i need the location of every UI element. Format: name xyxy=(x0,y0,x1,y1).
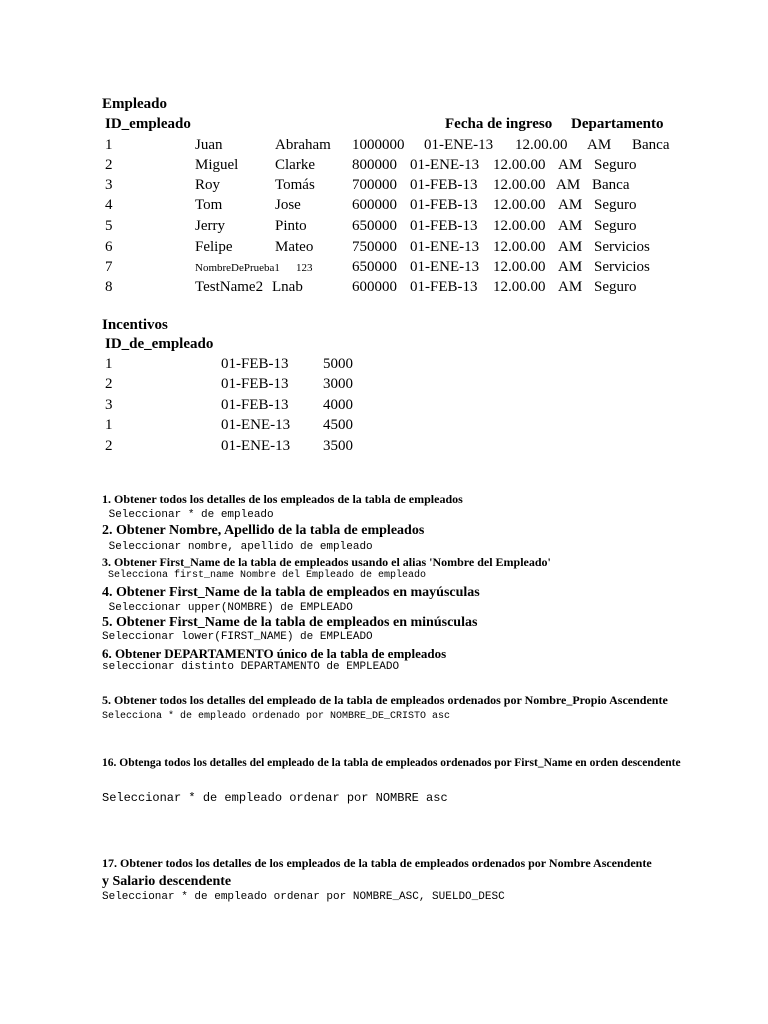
incentivo-cell: 5000 xyxy=(323,356,353,372)
empleado-cell: 01-ENE-13 xyxy=(424,137,494,153)
empleado-cell: AM xyxy=(558,197,583,213)
answer-1: Seleccionar * de empleado xyxy=(102,509,274,521)
empleado-cell: AM xyxy=(558,218,583,234)
empleado-cell: 01-FEB-13 xyxy=(410,218,478,234)
incentivo-cell: 01-FEB-13 xyxy=(221,356,289,372)
empleado-cell: 12.00.00 xyxy=(493,218,546,234)
empleado-cell: Banca xyxy=(632,137,670,153)
empleado-cell: Pinto xyxy=(275,218,307,234)
empleado-cell: 123 xyxy=(296,262,313,274)
empleado-cell: Tom xyxy=(195,197,223,213)
empleado-cell: Tomás xyxy=(275,177,315,193)
answer-4: Seleccionar upper(NOMBRE) de EMPLEADO xyxy=(102,602,353,614)
empleado-cell: 750000 xyxy=(352,239,397,255)
empleado-cell: 6 xyxy=(105,239,113,255)
empleado-cell: 5 xyxy=(105,218,113,234)
empleado-cell: 01-FEB-13 xyxy=(410,177,478,193)
answer-2: Seleccionar nombre, apellido de empleado xyxy=(102,541,373,553)
empleado-cell: 800000 xyxy=(352,157,397,173)
empleado-cell: Servicios xyxy=(594,259,650,275)
empleado-cell: 01-FEB-13 xyxy=(410,279,478,295)
question-6: 6. Obtener DEPARTAMENTO único de la tabla de empleados xyxy=(102,646,447,661)
empleado-cell: 7 xyxy=(105,259,113,275)
header-id-empleado: ID_empleado xyxy=(105,116,191,132)
header-id-de-empleado: ID_de_empleado xyxy=(105,336,214,352)
incentivo-cell: 01-ENE-13 xyxy=(221,417,291,433)
question-17-continued: y Salario descendente xyxy=(102,874,232,889)
empleado-cell: AM xyxy=(558,157,583,173)
empleado-cell: Seguro xyxy=(594,279,637,295)
empleado-cell: 01-ENE-13 xyxy=(410,157,480,173)
empleado-cell: 3 xyxy=(105,177,113,193)
empleado-cell: AM xyxy=(558,279,583,295)
empleado-cell: Banca xyxy=(592,177,630,193)
answer-7: Selecciona * de empleado ordenado por NOMBRE_DE_CRISTO asc xyxy=(102,711,451,722)
empleado-cell: 8 xyxy=(105,279,113,295)
empleado-cell: 600000 xyxy=(352,279,397,295)
empleado-cell: 12.00.00 xyxy=(515,137,568,153)
empleado-cell: 1000000 xyxy=(352,137,405,153)
empleado-cell: Lnab xyxy=(272,279,303,295)
empleado-cell: 12.00.00 xyxy=(493,177,546,193)
empleado-cell: Servicios xyxy=(594,239,650,255)
empleado-cell: 12.00.00 xyxy=(493,157,546,173)
empleado-cell: AM xyxy=(558,259,583,275)
empleado-cell: AM xyxy=(558,239,583,255)
empleado-cell: Seguro xyxy=(594,218,637,234)
empleado-cell: Mateo xyxy=(275,239,314,255)
header-fecha-ingreso: Fecha de ingreso xyxy=(445,116,553,132)
empleado-cell: 2 xyxy=(105,157,113,173)
incentivo-cell: 01-FEB-13 xyxy=(221,397,289,413)
empleado-cell: 12.00.00 xyxy=(493,197,546,213)
empleado-title: Empleado xyxy=(102,96,168,112)
empleado-cell: Felipe xyxy=(195,239,233,255)
incentivo-cell: 1 xyxy=(105,356,113,372)
empleado-cell: NombreDePrueba1 xyxy=(195,262,280,274)
question-3: 3. Obtener First_Name de la tabla de empleados usando el alias 'Nombre del Empleado' xyxy=(102,555,551,569)
empleado-cell: 650000 xyxy=(352,259,397,275)
empleado-cell: Juan xyxy=(195,137,223,153)
incentivo-cell: 01-ENE-13 xyxy=(221,438,291,454)
empleado-cell: 12.00.00 xyxy=(493,259,546,275)
answer-17: Seleccionar * de empleado ordenar por NOMBRE_ASC, SUELDO_DESC xyxy=(102,891,505,903)
empleado-cell: Roy xyxy=(195,177,221,193)
empleado-cell: 600000 xyxy=(352,197,397,213)
empleado-cell: Jerry xyxy=(195,218,225,234)
incentivo-cell: 3 xyxy=(105,397,113,413)
empleado-cell: 650000 xyxy=(352,218,397,234)
empleado-cell: Jose xyxy=(275,197,301,213)
question-17: 17. Obtener todos los detalles de los empleados de la tabla de empleados ordenados por Nombre Ascendente xyxy=(102,856,652,870)
empleado-cell: 4 xyxy=(105,197,113,213)
answer-16: Seleccionar * de empleado ordenar por NOMBRE asc xyxy=(102,791,448,805)
empleado-cell: Abraham xyxy=(275,137,331,153)
question-1: 1. Obtener todos los detalles de los empleados de la tabla de empleados xyxy=(102,492,463,506)
incentivo-cell: 3000 xyxy=(323,376,353,392)
empleado-cell: TestName2 xyxy=(195,279,264,295)
empleado-cell: 12.00.00 xyxy=(493,239,546,255)
empleado-cell: AM xyxy=(587,137,612,153)
empleado-cell: 01-FEB-13 xyxy=(410,197,478,213)
incentivo-cell: 2 xyxy=(105,438,113,454)
incentivo-cell: 2 xyxy=(105,376,113,392)
question-5: 5. Obtener First_Name de la tabla de empleados en minúsculas xyxy=(102,615,478,630)
incentivos-title: Incentivos xyxy=(102,317,168,333)
empleado-cell: Miguel xyxy=(195,157,239,173)
incentivo-cell: 1 xyxy=(105,417,113,433)
answer-5: Seleccionar lower(FIRST_NAME) de EMPLEADO xyxy=(102,631,373,643)
empleado-cell: AM xyxy=(556,177,581,193)
incentivo-cell: 4500 xyxy=(323,417,353,433)
incentivo-cell: 4000 xyxy=(323,397,353,413)
empleado-cell: Clarke xyxy=(275,157,315,173)
answer-3: Selecciona first_name Nombre del Empleado de empleado xyxy=(102,570,427,581)
question-16: 16. Obtenga todos los detalles del empleado de la tabla de empleados ordenados por First_Name en orden descendente xyxy=(102,757,681,769)
incentivo-cell: 01-FEB-13 xyxy=(221,376,289,392)
empleado-cell: Seguro xyxy=(594,197,637,213)
empleado-cell: Seguro xyxy=(594,157,637,173)
empleado-cell: 01-ENE-13 xyxy=(410,259,480,275)
incentivo-cell: 3500 xyxy=(323,438,353,454)
empleado-cell: 12.00.00 xyxy=(493,279,546,295)
header-departamento: Departamento xyxy=(571,116,664,132)
empleado-cell: 01-ENE-13 xyxy=(410,239,480,255)
empleado-cell: 1 xyxy=(105,137,113,153)
answer-6: seleccionar distinto DEPARTAMENTO de EMPLEADO xyxy=(102,661,400,673)
question-4: 4. Obtener First_Name de la tabla de empleados en mayúsculas xyxy=(102,585,480,600)
empleado-cell: 700000 xyxy=(352,177,397,193)
question-2: 2. Obtener Nombre, Apellido de la tabla de empleados xyxy=(102,523,425,538)
question-7: 5. Obtener todos los detalles del empleado de la tabla de empleados ordenados por Nombre_Propio Ascendente xyxy=(102,693,668,707)
